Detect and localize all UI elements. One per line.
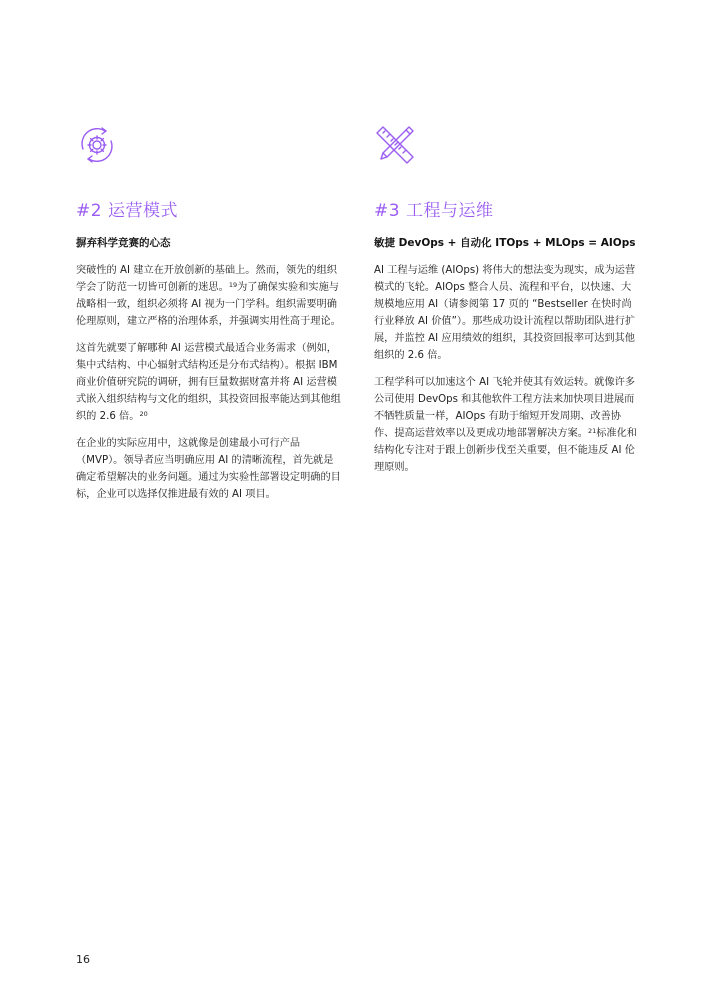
paragraph: AI 工程与运维 (AIOps) 将伟大的想法变为现实，成为运营模式的飞轮。AIOps 整合人员、流程和平台，以快速、大规模地应用 AI（请参阅第 17 页的 “Bestseller 在快时尚行业释放 AI 价值”）。那些成功设计流程以帮助团队进行扩展，并监控 AI 应用绩效的组织，其投资回报率可达到其他组织的 2.6 倍。: [374, 265, 636, 361]
section-body: [76, 262, 341, 513]
section-body: [374, 262, 639, 486]
paragraph: 突破性的 AI 建立在开放创新的基础上。然而，领先的组织学会了防范一切皆可创新的迷思。$^{19}$为了确保实验和实施与战略相一致，组织必须将 AI 视为一门学科。组织需要明确伦理原则，建立严格的治理体系，并强调实用性高于理论。: [76, 265, 341, 327]
section-title: #2 运营模式: [76, 201, 178, 221]
page-number: 16: [76, 953, 90, 966]
section-title: #3 工程与运维: [374, 201, 494, 221]
paragraph: 工程学科可以加速这个 AI 飞轮并使其有效运转。就像许多公司使用 DevOps 和其他软件工程方法来加快项目进展而不牺牲质量一样，AIOps 有助于缩短开发周期、改善协作、提高运营效率以及更成功地部署解决方案。$^{21}$标准化和结构化专注对于跟上创新步伐至关重要，但不能违反 AI 伦理原则。: [374, 377, 637, 473]
pencil-ruler-icon: [373, 123, 417, 167]
section-subhead: 敏捷 DevOps + 自动化 ITOps + MLOps = AIOps: [374, 237, 636, 249]
gear-cycle-icon: [75, 123, 119, 167]
paragraph: 这首先就要了解哪种 AI 运营模式最适合业务需求（例如，集中式结构、中心辐射式结构还是分布式结构）。根据 IBM 商业价值研究院的调研，拥有巨量数据财富并将 AI 运营模式嵌入组织结构与文化的组织，其投资回报率能达到其他组织的 2.6 倍。$^{20}$: [76, 343, 341, 422]
section-subhead: 摒弃科学竞赛的心态: [76, 237, 171, 249]
paragraph: 在企业的实际应用中，这就像是创建最小可行产品（MVP）。领导者应当明确应用 AI 的清晰流程，首先就是确定希望解决的业务问题。通过为实验性部署设定明确的目标，企业可以选择仅推进最有效的 AI 项目。: [76, 438, 341, 500]
